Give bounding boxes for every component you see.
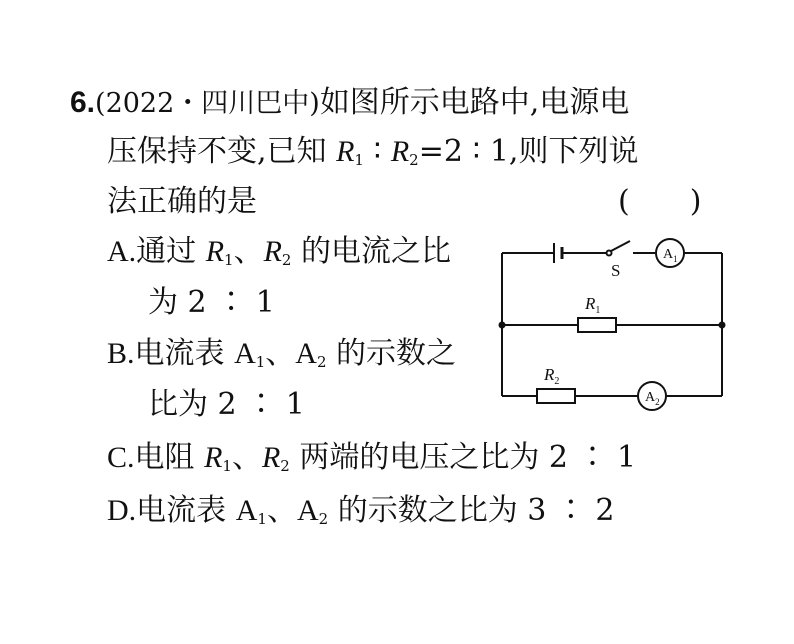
- option-b-text1: 电流表: [134, 336, 235, 371]
- option-a-label: A.: [107, 235, 137, 268]
- option-b-a2-sub: 2: [316, 353, 327, 371]
- ammeter-a2-label: $A_2$: [645, 390, 660, 407]
- ammeter-a1-label: $A_1$: [663, 247, 678, 264]
- option-a[interactable]: [107, 234, 452, 269]
- option-a-r1: R: [205, 235, 225, 268]
- stem-line-3: 法正确的是: [107, 184, 257, 219]
- option-a-r2-sub: 2: [281, 251, 292, 269]
- option-b-label: B.: [107, 337, 135, 370]
- option-c-r2: R: [261, 441, 281, 474]
- option-c-r2-sub: 2: [280, 457, 290, 475]
- question-number: 6.: [70, 86, 96, 119]
- r1-label: $R_1$: [585, 294, 601, 316]
- stem-line-2a: 压保持不变,已知: [107, 134, 337, 169]
- option-a-sep: 、: [233, 234, 264, 269]
- question-source: (2022・四川巴中): [95, 88, 320, 119]
- option-b-a1-sub: 1: [255, 353, 266, 371]
- option-a-text2: 的电流之比: [291, 234, 452, 269]
- switch-label: S: [611, 261, 621, 280]
- option-d-a1: A: [235, 494, 258, 527]
- option-b-text2: 的示数之: [326, 336, 457, 371]
- option-b-a1: A: [234, 337, 256, 370]
- option-b-a2: A: [295, 337, 317, 370]
- option-c-label: C.: [107, 441, 135, 474]
- option-d-text2: 的示数之比为 3 ∶ 2: [328, 493, 615, 528]
- r1-subscript: 1: [354, 151, 364, 169]
- option-b[interactable]: [107, 336, 457, 371]
- option-d-label: D.: [107, 494, 137, 527]
- switch-pivot: [607, 251, 612, 256]
- option-a-r1-sub: 1: [224, 251, 234, 269]
- option-c[interactable]: [107, 440, 637, 475]
- question-line-1: [70, 85, 630, 120]
- question-line-2: [107, 134, 639, 169]
- option-c-text2: 两端的电压之比为 2 ∶ 1: [289, 440, 637, 475]
- option-d-a2-sub: 2: [318, 510, 329, 528]
- option-d-text1: 电流表: [136, 493, 236, 528]
- option-c-text1: 电阻: [134, 440, 205, 475]
- resistor-r1: [578, 318, 616, 332]
- ratio-separator: ∶: [363, 134, 391, 169]
- option-a-text1: 通过: [136, 234, 206, 269]
- junction-left: [499, 322, 506, 329]
- circuit-diagram: [492, 236, 732, 416]
- r2-label: $R_2$: [544, 365, 560, 387]
- question-line-3: [107, 184, 257, 219]
- option-b-text3: 比为 2 ∶ 1: [148, 387, 305, 422]
- stem-line-2b: =2 ∶ 1,则下列说: [418, 134, 639, 169]
- resistor-r2: [537, 389, 575, 403]
- answer-blank[interactable]: ( ): [618, 184, 702, 219]
- stem-line-1: 如图所示电路中,电源电: [319, 85, 630, 120]
- r2-symbol: R: [390, 135, 410, 168]
- r2-subscript: 2: [409, 151, 419, 169]
- option-c-r1-sub: 1: [222, 457, 232, 475]
- junction-right: [719, 322, 726, 329]
- option-a-text3: 为 2 ∶ 1: [148, 285, 275, 320]
- option-b-sep: 、: [265, 336, 296, 371]
- option-a-line-2: [148, 285, 275, 320]
- option-d-sep: 、: [266, 493, 297, 528]
- option-a-r2: R: [263, 235, 282, 268]
- option-c-sep: 、: [231, 440, 262, 475]
- switch-blade[interactable]: [611, 241, 630, 251]
- option-d-a1-sub: 1: [257, 510, 267, 528]
- option-b-line-2: [148, 387, 305, 422]
- option-c-r1: R: [204, 441, 223, 474]
- option-d[interactable]: [107, 493, 615, 528]
- option-d-a2: A: [296, 494, 319, 527]
- r1-symbol: R: [336, 135, 355, 168]
